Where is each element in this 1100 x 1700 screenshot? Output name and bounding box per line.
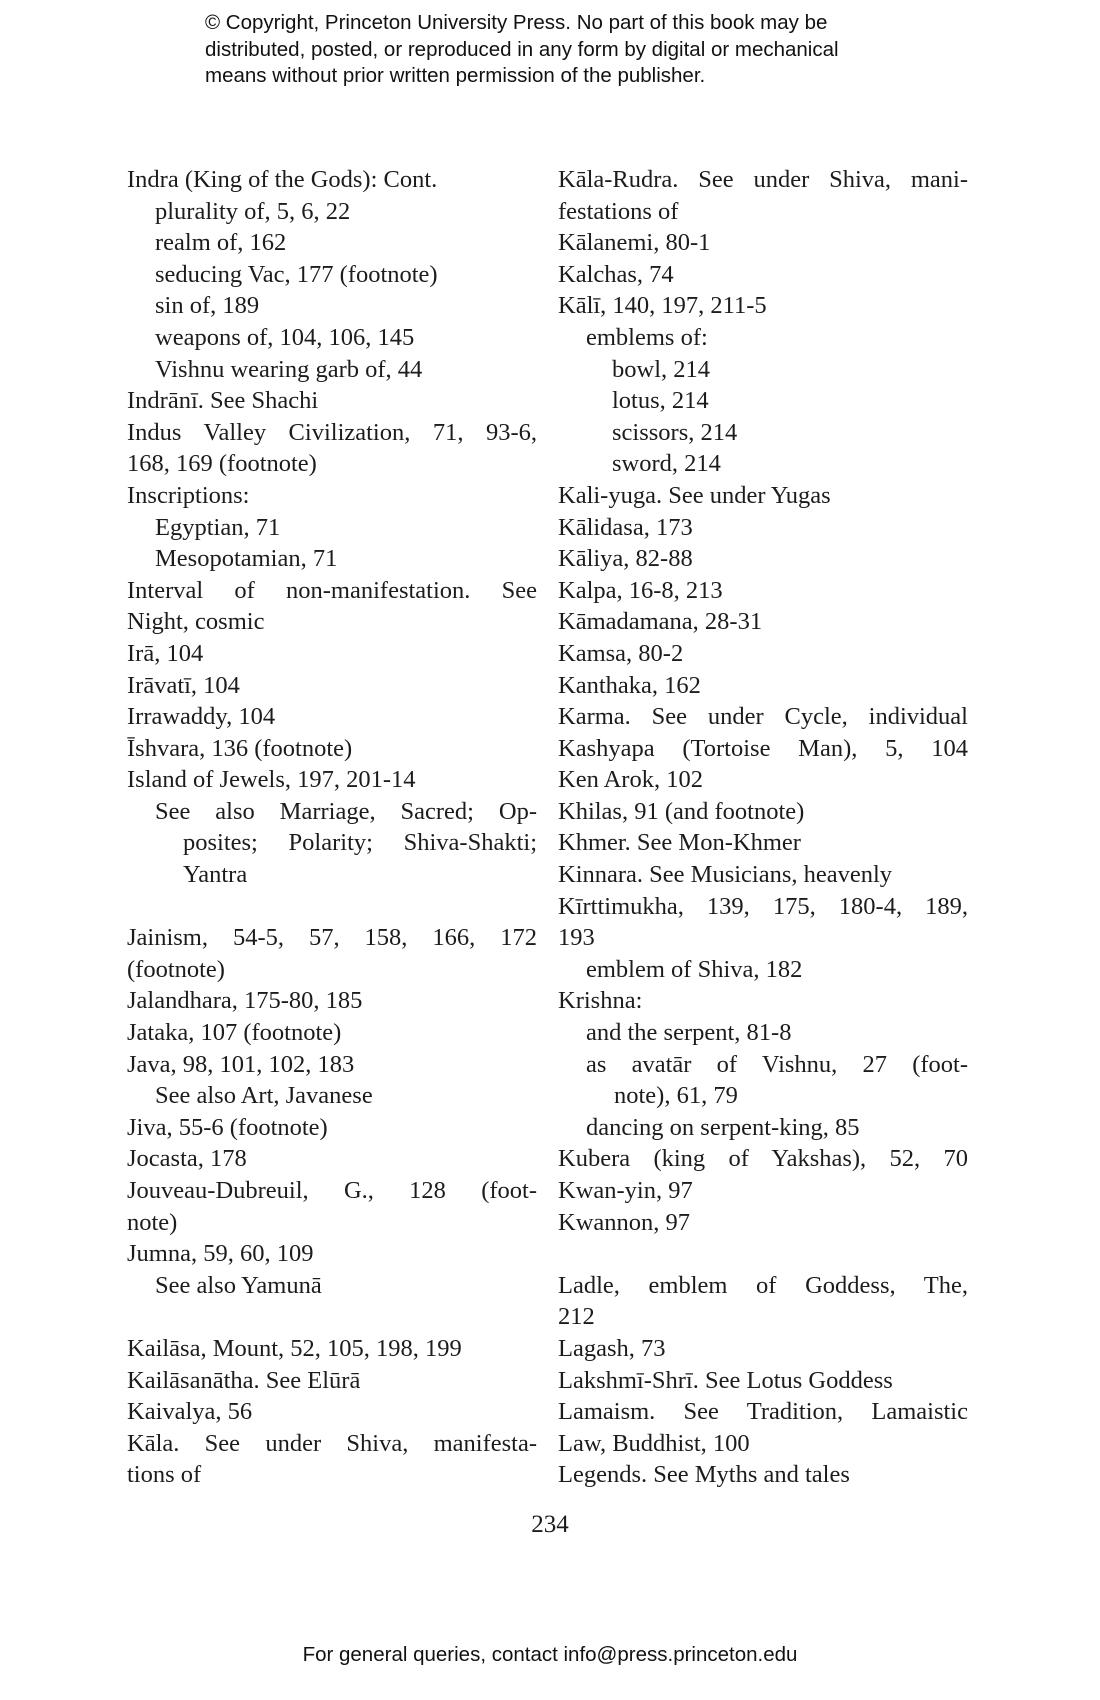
index-subentry: Yantra <box>183 861 248 889</box>
index-subentry: See also Art, Javanese <box>155 1082 373 1110</box>
index-section-gap <box>558 1238 968 1270</box>
index-entry: Jiva, 55-6 (footnote) <box>127 1113 328 1141</box>
index-subentry: scissors, 214 <box>612 418 738 446</box>
index-subentry: plurality of, 5, 6, 22 <box>155 197 351 225</box>
index-entry: Kāliya, 82-88 <box>558 545 693 573</box>
index-entry: Indus Valley Civilization, 71, 93-6, <box>127 418 537 446</box>
footer-contact: For general queries, contact info@press.princeton.edu <box>302 1643 798 1666</box>
index-entry: Jouveau-Dubreuil, G., 128 (foot- <box>127 1177 537 1204</box>
index-subentry: note), 61, 79 <box>614 1082 738 1110</box>
index-subentry: seducing Vac, 177 (footnote) <box>155 260 438 288</box>
index-subentry: emblems of: <box>586 323 708 351</box>
index-column-right <box>558 164 968 1491</box>
index-subentry: Mesopotamian, 71 <box>155 545 338 573</box>
index-entry: Irāvatī, 104 <box>127 671 240 699</box>
index-entry: Khilas, 91 (and footnote) <box>558 797 805 825</box>
index-entry: Inscriptions: <box>127 481 250 509</box>
index-subentry: sin of, 189 <box>155 292 260 320</box>
index-entry: Kanthaka, 162 <box>558 671 701 699</box>
index-subentry: realm of, 162 <box>155 229 287 257</box>
index-entry: Kīrttimukha, 139, 175, 180-4, 189, <box>558 892 968 920</box>
index-subentry: See also Yamunā <box>155 1271 322 1299</box>
index-entry: 212 <box>558 1303 595 1331</box>
index-entry: 168, 169 (footnote) <box>127 450 317 478</box>
index-entry: Interval of non-manifestation. See <box>127 576 537 604</box>
index-section-gap <box>127 1301 537 1333</box>
index-subentry: weapons of, 104, 106, 145 <box>155 323 415 351</box>
index-entry: Krishna: <box>558 987 643 1015</box>
index-entry: Ken Arok, 102 <box>558 766 703 794</box>
copyright-line: © Copyright, Princeton University Press. No part of this book may be <box>205 11 828 34</box>
index-entry: Jainism, 54-5, 57, 158, 166, 172 <box>127 924 537 952</box>
index-subentry: as avatār of Vishnu, 27 (foot- <box>586 1050 968 1078</box>
index-entry: Jalandhara, 175-80, 185 <box>127 987 363 1015</box>
index-entry: Java, 98, 101, 102, 183 <box>127 1050 355 1078</box>
index-subentry: Egyptian, 71 <box>155 513 281 541</box>
index-entry: Kailāsa, Mount, 52, 105, 198, 199 <box>127 1334 462 1362</box>
copyright-line: means without prior written permission of the publisher. <box>205 64 706 87</box>
index-subentry: and the serpent, 81-8 <box>586 1019 792 1047</box>
copyright-line: distributed, posted, or reproduced in any form by digital or mechanical <box>205 37 839 61</box>
index-entry: festations of <box>558 197 679 225</box>
index-entry: 193 <box>558 924 595 952</box>
index-entry: Irrawaddy, 104 <box>127 703 276 731</box>
index-column-left <box>127 164 537 1491</box>
index-subentry: dancing on serpent-king, 85 <box>586 1113 860 1141</box>
index-entry: Law, Buddhist, 100 <box>558 1429 750 1457</box>
index-entry: Indrānī. See Shachi <box>127 387 319 415</box>
index-entry: Kālidasa, 173 <box>558 513 693 541</box>
page-number: 234 <box>531 1511 569 1538</box>
index-entry: Khmer. See Mon-Khmer <box>558 829 801 857</box>
index-entry: Kwan-yin, 97 <box>558 1177 693 1204</box>
index-entry: Kashyapa (Tortoise Man), 5, 104 <box>558 734 968 762</box>
index-entry: Lagash, 73 <box>558 1334 666 1362</box>
index-entry: Lakshmī-Shrī. See Lotus Goddess <box>558 1366 893 1394</box>
index-entry: Night, cosmic <box>127 608 265 636</box>
index-entry: Ladle, emblem of Goddess, The, <box>558 1271 968 1299</box>
index-entry: Kalchas, 74 <box>558 260 674 288</box>
index-entry: Karma. See under Cycle, individual <box>558 703 968 731</box>
index-entry: Jumna, 59, 60, 109 <box>127 1240 314 1268</box>
index-entry: Kālī, 140, 197, 211-5 <box>558 292 767 320</box>
index-entry: Indra (King of the Gods): Cont. <box>127 166 438 193</box>
index-subentry: See also Marriage, Sacred; Op- <box>155 797 537 825</box>
index-entry: Irā, 104 <box>127 639 204 667</box>
index-entry: tions of <box>127 1461 202 1489</box>
index-entry: Jataka, 107 (footnote) <box>127 1019 342 1047</box>
index-entry: Īshvara, 136 (footnote) <box>127 734 353 762</box>
index-entry: Legends. See Myths and tales <box>558 1461 850 1489</box>
index-entry: Kamsa, 80-2 <box>558 639 684 667</box>
index-entry: Kubera (king of Yakshas), 52, 70 <box>558 1145 968 1173</box>
index-subentry: sword, 214 <box>612 450 721 478</box>
index-entry: Kāla. See under Shiva, manifesta- <box>127 1429 537 1457</box>
index-subentry: emblem of Shiva, 182 <box>586 955 803 983</box>
index-entry: Kāla-Rudra. See under Shiva, mani- <box>558 166 968 193</box>
index-entry: Kailāsanātha. See Elūrā <box>127 1366 361 1394</box>
index-section-gap <box>127 891 537 923</box>
index-entry: note) <box>127 1208 178 1236</box>
index-entry: Jocasta, 178 <box>127 1145 247 1173</box>
index-entry: Kinnara. See Musicians, heavenly <box>558 861 893 889</box>
index-entry: Kaivalya, 56 <box>127 1398 253 1426</box>
index-subentry: lotus, 214 <box>612 387 709 415</box>
index-subentry: Vishnu wearing garb of, 44 <box>155 355 423 383</box>
index-entry: Kalpa, 16-8, 213 <box>558 576 723 604</box>
index-entry: Kāmadamana, 28-31 <box>558 608 763 636</box>
copyright-notice <box>205 10 925 90</box>
index-entry: Kali-yuga. See under Yugas <box>558 481 831 509</box>
index-entry: Kwannon, 97 <box>558 1208 691 1236</box>
index-entry: Kālanemi, 80-1 <box>558 229 711 257</box>
index-entry: Lamaism. See Tradition, Lamaistic <box>558 1398 968 1426</box>
index-entry: (footnote) <box>127 955 225 983</box>
index-entry: Island of Jewels, 197, 201-14 <box>127 766 416 794</box>
index-subentry: bowl, 214 <box>612 355 710 383</box>
index-subentry: posites; Polarity; Shiva-Shakti; <box>183 829 537 857</box>
